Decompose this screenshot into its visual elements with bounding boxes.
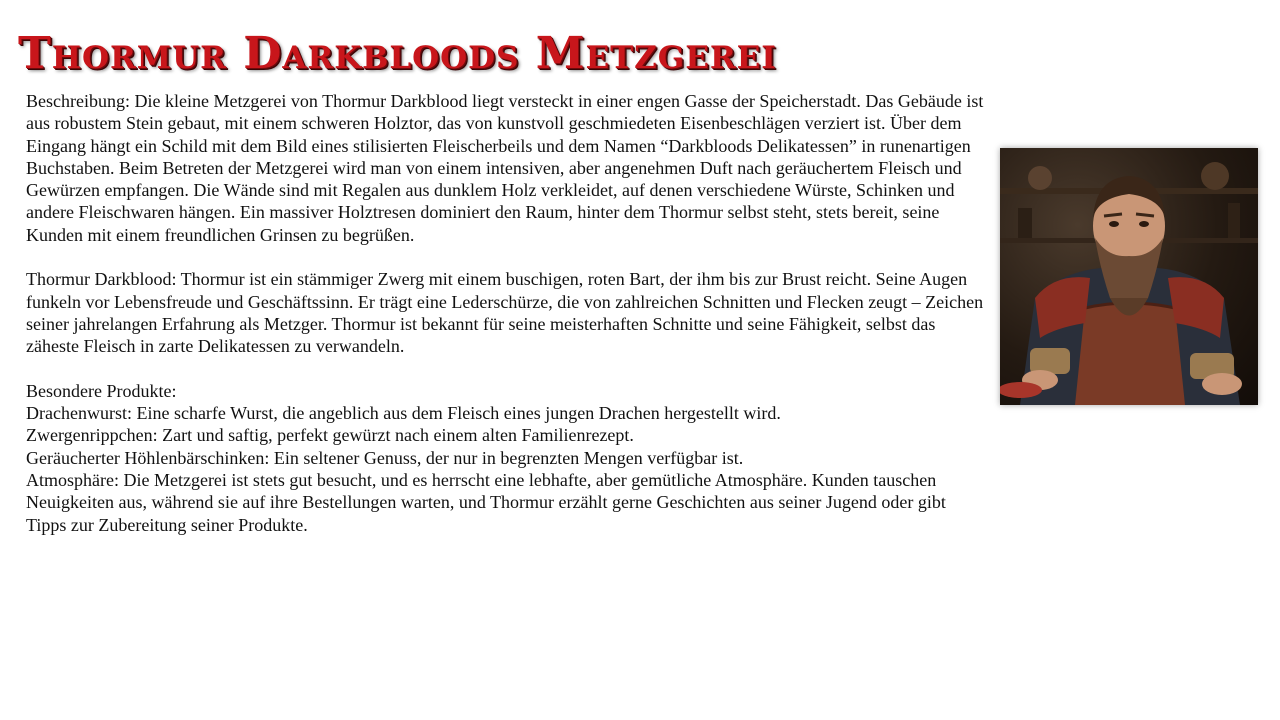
- atmosphere-paragraph: Atmosphäre: Die Metzgerei ist stets gut besucht, und es herrscht eine lebhafte, aber gemütliche Atmosphäre. Kunden tauschen Neuigkeiten aus, während sie auf ihre Bestellungen warten, und Thormur erzählt gerne Geschichten aus seiner Jugend oder gibt Tipps zur Zubereitung seiner Produkte.: [26, 470, 946, 535]
- dwarf-butcher-portrait: [1000, 148, 1258, 405]
- dwarf-portrait-icon: [1000, 148, 1258, 405]
- paragraph-spacer: [26, 358, 986, 380]
- character-paragraph: Thormur Darkblood: Thormur ist ein stämmiger Zwerg mit einem buschigen, roten Bart, der ihm bis zur Brust reicht. Seine Augen funkeln vor Lebensfreude und Geschäftssinn. Er trägt eine Lederschürze, die von zahlreichen Schnitten und Flecken zeugt – Zeichen seiner jahrelangen Erfahrung als Metzger. Thormur ist bekannt für seine meisterhaften Schnitte und seine Fähigkeit, selbst das zäheste Fleisch in zarte Delikatessen zu verwandeln.: [26, 269, 984, 357]
- product-item: Geräucherter Höhlenbärschinken: Ein seltener Genuss, der nur in begrenzten Mengen verfügbar ist.: [26, 447, 744, 468]
- paragraph-spacer: [26, 246, 986, 268]
- product-item: Zwergenrippchen: Zart und saftig, perfekt gewürzt nach einem alten Familienrezept.: [26, 425, 634, 446]
- products-heading: Besondere Produkte:: [26, 380, 177, 401]
- body-text: [26, 90, 986, 536]
- product-item: Drachenwurst: Eine scharfe Wurst, die angeblich aus dem Fleisch eines jungen Drachen hergestellt wird.: [26, 403, 781, 424]
- page-title: Thormur Darkbloods Metzgerei: [18, 28, 777, 79]
- description-paragraph: Beschreibung: Die kleine Metzgerei von Thormur Darkblood liegt versteckt in einer engen Gasse der Speicherstadt. Das Gebäude ist aus robustem Stein gebaut, mit einem schweren Holztor, das von kunstvoll geschmiedeten Eisenbeschlägen verziert ist. Über dem Eingang hängt ein Schild mit dem Bild eines stilisierten Fleischerbeils und dem Namen “Darkbloods Delikatessen” in runenartigen Buchstaben. Beim Betreten der Metzgerei wird man von einem intensiven, aber angenehmen Duft nach geräuchertem Fleisch und Gewürzen empfangen. Die Wände sind mit Regalen aus dunklem Holz verkleidet, auf denen verschiedene Würste, Schinken und andere Fleischwaren hängen. Ein massiver Holztresen dominiert den Raum, hinter dem Thormur selbst steht, stets bereit, seine Kunden mit einem freundlichen Grinsen zu begrüßen.: [26, 91, 984, 245]
